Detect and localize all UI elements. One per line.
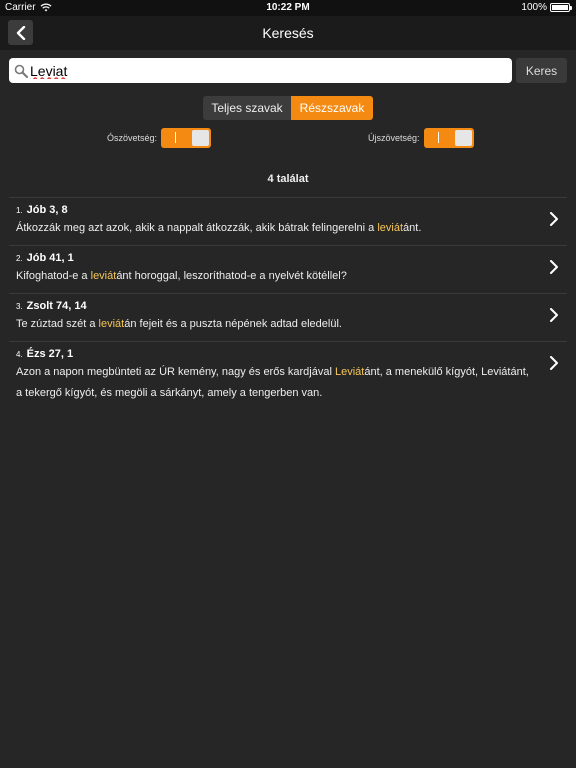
verse-text-segment: Azon a napon megbünteti az ÚR kemény, nagy és erős kardjával xyxy=(16,366,335,378)
search-row xyxy=(9,58,567,84)
result-verse-text xyxy=(16,383,537,404)
result-row[interactable] xyxy=(9,197,567,245)
chevron-right-icon xyxy=(549,356,559,370)
new-testament-toggle-group xyxy=(368,128,474,148)
result-count: 4 találat xyxy=(267,173,309,185)
result-index: 2. xyxy=(16,254,23,263)
search-match-highlight: leviát xyxy=(90,270,117,282)
result-reference xyxy=(16,299,537,314)
verse-text-segment: ánt horoggal, leszoríthatod-e a nyelvét kötéllel? xyxy=(116,270,347,282)
segment-partial-words[interactable]: Részszavak xyxy=(291,96,373,120)
new-testament-label: Újszövetség: xyxy=(368,133,420,143)
result-reference xyxy=(16,251,537,266)
verse-text-segment: Átkozzák meg azt azok, akik a nappalt átkozzák, akik bátrak felingerelni a xyxy=(16,222,378,234)
page-title: Keresés xyxy=(262,25,314,41)
verse-text-segment: án fejeit és a puszta népének adtad eledelül. xyxy=(124,318,342,330)
old-testament-toggle-group xyxy=(107,128,211,148)
new-testament-toggle[interactable] xyxy=(424,128,474,148)
toggle-knob xyxy=(192,130,209,146)
result-index: 4. xyxy=(16,350,23,359)
result-reference-text: Zsolt 74, 14 xyxy=(26,300,87,312)
result-verse-text xyxy=(16,362,537,383)
chevron-right-icon xyxy=(549,260,559,274)
verse-text-segment: a tekergő kígyót, és megöli a sárkányt, amely a tengerben van. xyxy=(16,387,323,399)
word-match-segmented-control xyxy=(203,96,373,120)
status-bar xyxy=(0,0,576,16)
verse-text-segment: ánt, a menekülő kígyót, Leviátánt, xyxy=(364,366,529,378)
result-reference-text: Ézs 27, 1 xyxy=(26,348,74,360)
result-reference-text: Jób 41, 1 xyxy=(26,252,74,264)
result-index: 1. xyxy=(16,206,23,215)
navigation-bar xyxy=(0,16,576,50)
search-match-highlight: leviát xyxy=(98,318,125,330)
chevron-right-icon xyxy=(549,308,559,322)
search-input[interactable] xyxy=(28,63,502,79)
verse-text-segment: Kifoghatod-e a xyxy=(16,270,91,282)
search-field-container[interactable] xyxy=(9,58,512,83)
search-button[interactable]: Keres xyxy=(516,58,567,83)
battery-icon xyxy=(550,3,570,12)
toggle-on-mark xyxy=(438,132,439,143)
carrier-label: Carrier xyxy=(5,2,36,13)
result-reference xyxy=(16,347,537,362)
old-testament-toggle[interactable] xyxy=(161,128,211,148)
result-verse-text xyxy=(16,314,537,335)
search-match-highlight: leviát xyxy=(377,222,404,234)
segment-whole-words[interactable]: Teljes szavak xyxy=(203,96,291,120)
result-reference-text: Jób 3, 8 xyxy=(26,204,68,216)
result-row[interactable] xyxy=(9,245,567,293)
old-testament-label: Ószövetség: xyxy=(107,133,158,143)
status-time: 10:22 PM xyxy=(266,2,310,13)
search-match-highlight: Leviát xyxy=(334,366,365,378)
verse-text-segment: Te zúztad szét a xyxy=(16,318,99,330)
result-row[interactable] xyxy=(9,293,567,341)
toggle-on-mark xyxy=(175,132,176,143)
chevron-right-icon xyxy=(549,212,559,226)
toggle-knob xyxy=(455,130,472,146)
results-list xyxy=(9,197,567,410)
result-row[interactable] xyxy=(9,341,567,410)
result-verse-text xyxy=(16,218,537,239)
battery-percent: 100% xyxy=(521,2,547,13)
result-reference xyxy=(16,203,537,218)
verse-text-segment: ánt. xyxy=(403,222,422,234)
result-verse-text xyxy=(16,266,537,287)
search-icon xyxy=(14,64,28,78)
result-index: 3. xyxy=(16,302,23,311)
